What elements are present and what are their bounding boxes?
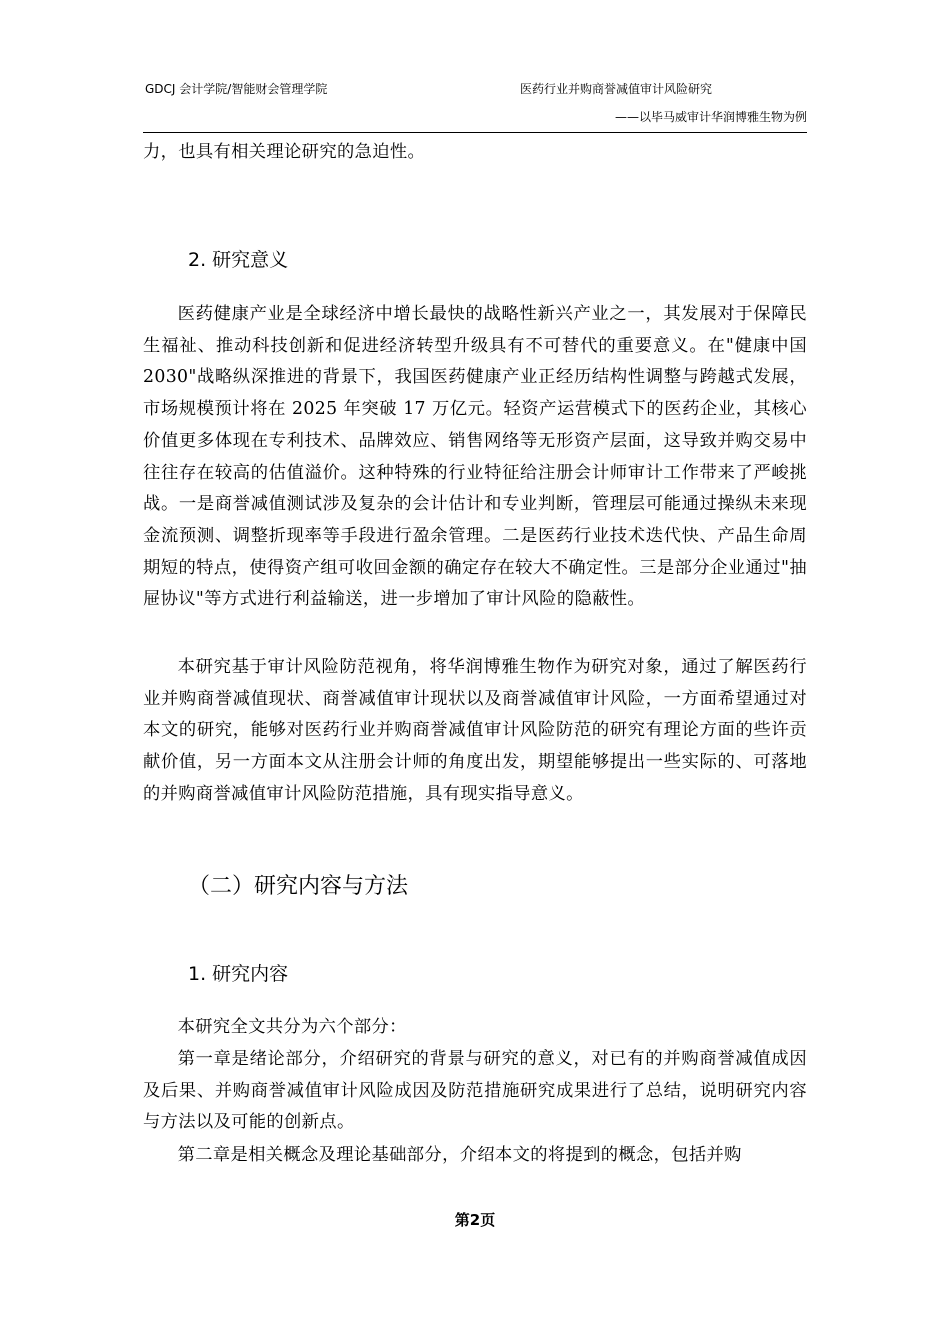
content-paragraph-chapter-1: 第一章是绪论部分，介绍研究的背景与研究的意义，对已有的并购商誉减值成因及后果、并购商誉减值审计风险成因及防范措施研究成果进行了总结，说明研究内容与方法以及可能的创新点。 bbox=[143, 1049, 807, 1133]
header-divider bbox=[143, 132, 807, 133]
heading-research-significance: 2. 研究意义 bbox=[188, 249, 289, 271]
content-paragraph-intro: 本研究全文共分为六个部分： bbox=[177, 1017, 407, 1037]
continuation-paragraph: 力，也具有相关理论研究的急迫性。 bbox=[143, 142, 426, 162]
page-number: 第2页 bbox=[454, 1211, 496, 1229]
header-subtitle: ——以毕马威审计华润博雅生物为例 bbox=[614, 110, 807, 124]
header-institution: GDCJ 会计学院/智能财会管理学院 bbox=[145, 82, 328, 96]
significance-paragraph-2: 本研究基于审计风险防范视角，将华润博雅生物作为研究对象，通过了解医药行业并购商誉减值现状、商誉减值审计现状以及商誉减值审计风险，一方面希望通过对本文的研究，能够对医药行业并购商誉减值审计风险防范的研究有理论方面的些许贡献价值，另一方面本文从注册会计师的角度出发，期望能够提出一些实际的、可落地的并购商誉减值审计风险防范措施，具有现实指导意义。 bbox=[143, 657, 807, 804]
heading-content-and-methods: （二）研究内容与方法 bbox=[188, 874, 409, 899]
header-title: 医药行业并购商誉减值审计风险研究 bbox=[520, 82, 713, 96]
heading-research-content: 1. 研究内容 bbox=[188, 963, 289, 985]
content-paragraph-chapter-2: 第二章是相关概念及理论基础部分，介绍本文的将提到的概念，包括并购 bbox=[177, 1145, 742, 1165]
significance-paragraph-1: 医药健康产业是全球经济中增长最快的战略性新兴产业之一，其发展对于保障民生福祉、推动科技创新和促进经济转型升级具有不可替代的重要意义。在"健康中国 2030"战略纵深推进的背景下，我国医药健康产业正经历结构性调整与跨越式发展，市场规模预计将在 2025 年突破 17 万亿元。轻资产运营模式下的医药企业，其核心价值更多体现在专利技术、品牌效应、销售网络等无形资产层面，这导致并购交易中往往存在较高的估值溢价。这种特殊的行业特征给注册会计师审计工作带来了严峻挑战。一是商誉减值测试涉及复杂的会计估计和专业判断，管理层可能通过操纵未来现金流预测、调整折现率等手段进行盈余管理。二是医药行业技术迭代快、产品生命周期短的特点，使得资产组可收回金额的确定存在较大不确定性。三是部分企业通过"抽屉协议"等方式进行利益输送，进一步增加了审计风险的隐蔽性。 bbox=[143, 304, 807, 610]
